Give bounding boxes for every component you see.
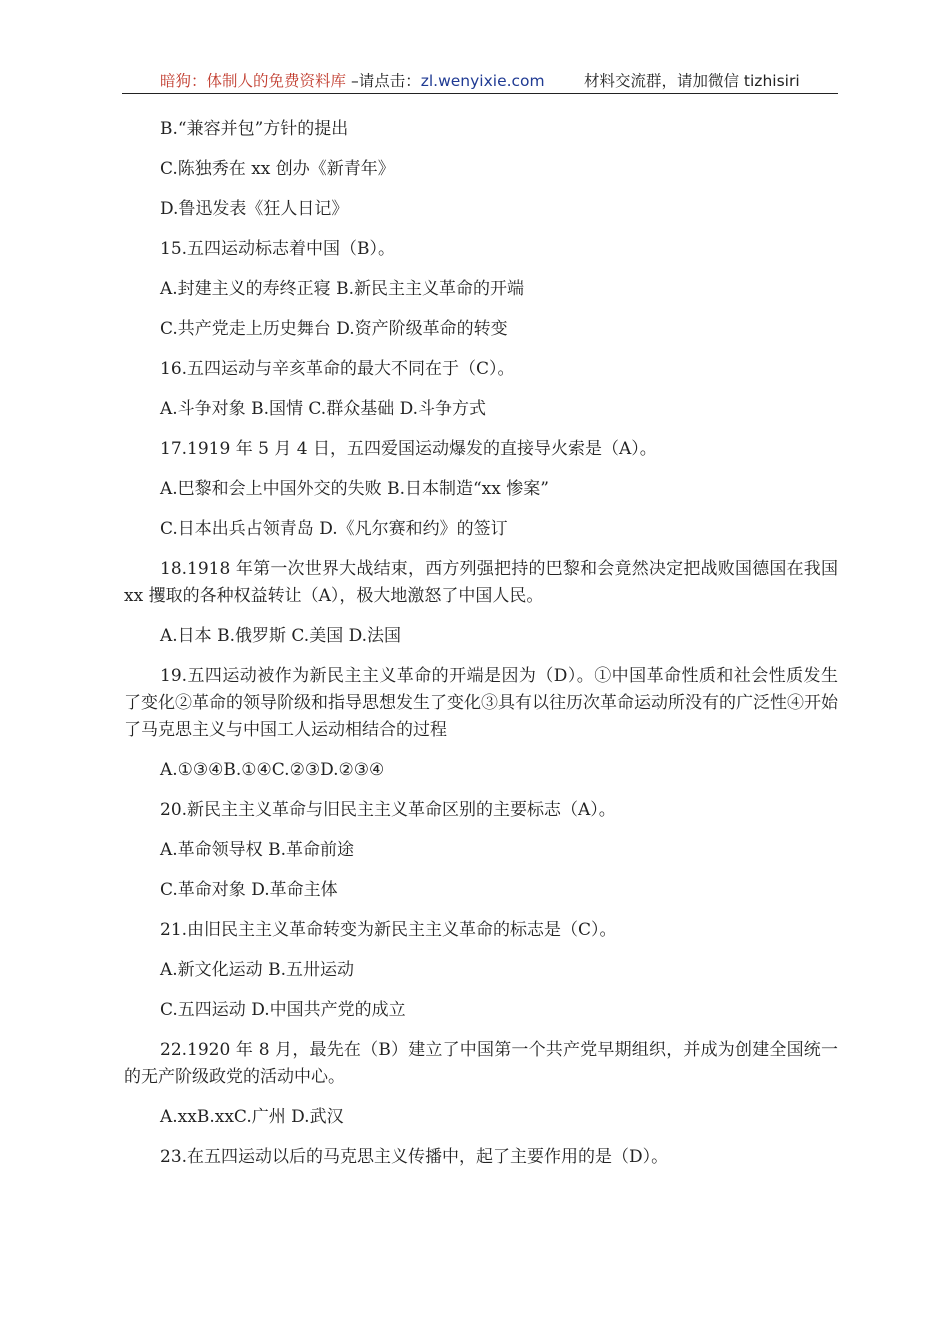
- question-16: 16.五四运动与辛亥革命的最大不同在于（C）。: [160, 359, 515, 379]
- option-line: A.新文化运动 B.五卅运动: [160, 960, 354, 980]
- option-line: C.共产党走上历史舞台 D.资产阶级革命的转变: [160, 319, 508, 339]
- header-contact: 材料交流群，请加微信 tizhisiri: [584, 72, 800, 90]
- page-header: [122, 66, 838, 94]
- option-line: C.陈独秀在 xx 创办《新青年》: [160, 159, 395, 179]
- header-left: [160, 69, 545, 91]
- option-line: C.革命对象 D.革命主体: [160, 880, 338, 900]
- option-line: C.五四运动 D.中国共产党的成立: [160, 1000, 406, 1020]
- option-line: D.鲁迅发表《狂人日记》: [160, 199, 349, 219]
- option-line: A.xxB.xxC.广州 D.武汉: [160, 1107, 344, 1127]
- question-18: 18.1918 年第一次世界大战结束，西方列强把持的巴黎和会竟然决定把战败国德国在我国 xx 攫取的各种权益转让（A），极大地激怒了中国人民。: [124, 559, 838, 606]
- question-17: 17.1919 年 5 月 4 日，五四爱国运动爆发的直接导火索是（A）。: [160, 439, 657, 459]
- option-line: A.巴黎和会上中国外交的失败 B.日本制造“xx 惨案”: [160, 479, 549, 499]
- header-link[interactable]: zl.wenyixie.com: [420, 72, 545, 90]
- header-brand: 暗狗：体制人的免费资料库: [160, 72, 347, 90]
- option-line: A.革命领导权 B.革命前途: [160, 840, 354, 860]
- option-line: B.“兼容并包”方针的提出: [160, 119, 349, 139]
- question-23: 23.在五四运动以后的马克思主义传播中，起了主要作用的是（D）。: [160, 1147, 669, 1167]
- question-22: 22.1920 年 8 月，最先在（B）建立了中国第一个共产党早期组织，并成为创建全国统一的无产阶级政党的活动中心。: [124, 1040, 838, 1087]
- question-20: 20.新民主主义革命与旧民主主义革命区别的主要标志（A）。: [160, 800, 616, 820]
- option-line: A.日本 B.俄罗斯 C.美国 D.法国: [160, 626, 402, 646]
- question-21: 21.由旧民主主义革命转变为新民主主义革命的标志是（C）。: [160, 920, 617, 940]
- option-line: C.日本出兵占领青岛 D.《凡尔赛和约》的签订: [160, 519, 508, 539]
- question-15: 15.五四运动标志着中国（B）。: [160, 239, 396, 259]
- question-19: 19.五四运动被作为新民主主义革命的开端是因为（D）。①中国革命性质和社会性质发生了变化②革命的领导阶级和指导思想发生了变化③具有以往历次革命运动所没有的广泛性④开始了马克思主义与中国工人运动相结合的过程: [124, 666, 838, 740]
- option-line: A.斗争对象 B.国情 C.群众基础 D.斗争方式: [160, 399, 487, 419]
- option-line: A.①③④B.①④C.②③D.②③④: [160, 760, 385, 780]
- header-prompt: –请点击：: [346, 72, 421, 90]
- document-body: [124, 116, 838, 1184]
- option-line: A.封建主义的寿终正寝 B.新民主主义革命的开端: [160, 279, 524, 299]
